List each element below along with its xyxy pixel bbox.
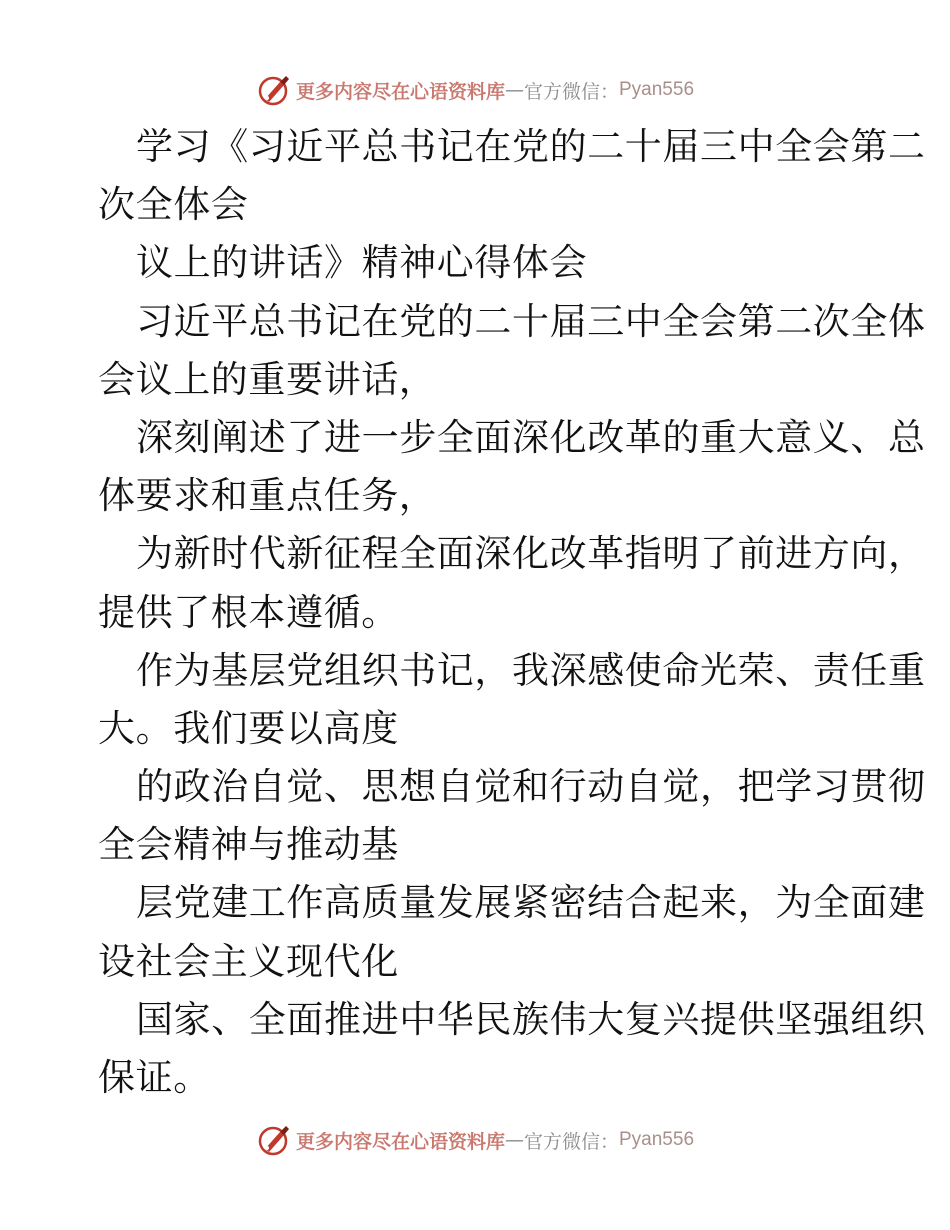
wechat-id: Pyan556 [619, 1129, 695, 1150]
paragraph-line: 为新时代新征程全面深化改革指明了前进方向， [136, 532, 926, 576]
paragraph-line: 作为基层党组织书记，我深感使命光荣、责任重 [136, 648, 926, 692]
title-line-1: 学习《习近平总书记在党的二十届三中全会第二 [136, 125, 926, 168]
pen-logo-icon [256, 72, 292, 108]
paragraph-line: 深刻阐述了进一步全面深化改革的重大意义、总 [136, 415, 926, 459]
paragraph-line: 全会精神与推动基 [98, 823, 399, 867]
paragraph-line: 会议上的重要讲话， [98, 357, 437, 401]
wechat-id: Pyan556 [619, 79, 695, 100]
banner-separator: — [504, 1129, 524, 1151]
paragraph-line: 保证。 [98, 1056, 211, 1099]
paragraph-line: 层党建工作高质量发展紧密结合起来，为全面建 [136, 881, 926, 925]
paragraph-line: 的政治自觉、思想自觉和行动自觉，把学习贯彻 [136, 765, 926, 809]
banner-text: 更多内容尽在心语资料库 [295, 80, 505, 103]
title-line-3: 议上的讲话》精神心得体会 [136, 241, 588, 285]
wechat-label: 官方微信： [523, 80, 619, 103]
wechat-label: 官方微信： [523, 1130, 619, 1153]
footer-banner [0, 1120, 950, 1160]
paragraph-line: 提供了根本遵循。 [98, 590, 399, 634]
paragraph-line: 体要求和重点任务， [98, 474, 437, 518]
banner-text: 更多内容尽在心语资料库 [295, 1130, 505, 1153]
paragraph-line: 国家、全面推进中华民族伟大复兴提供坚强组织 [136, 997, 926, 1041]
banner-separator: — [504, 79, 524, 101]
paragraph-line: 习近平总书记在党的二十届三中全会第二次全体 [136, 299, 926, 343]
title-line-2: 次全体会 [98, 183, 249, 227]
paragraph-line: 大。我们要以高度 [98, 706, 399, 750]
pen-logo-icon [256, 1122, 292, 1158]
header-banner [0, 70, 950, 110]
document-body [98, 118, 926, 1107]
paragraph-line: 设社会主义现代化 [98, 939, 399, 983]
